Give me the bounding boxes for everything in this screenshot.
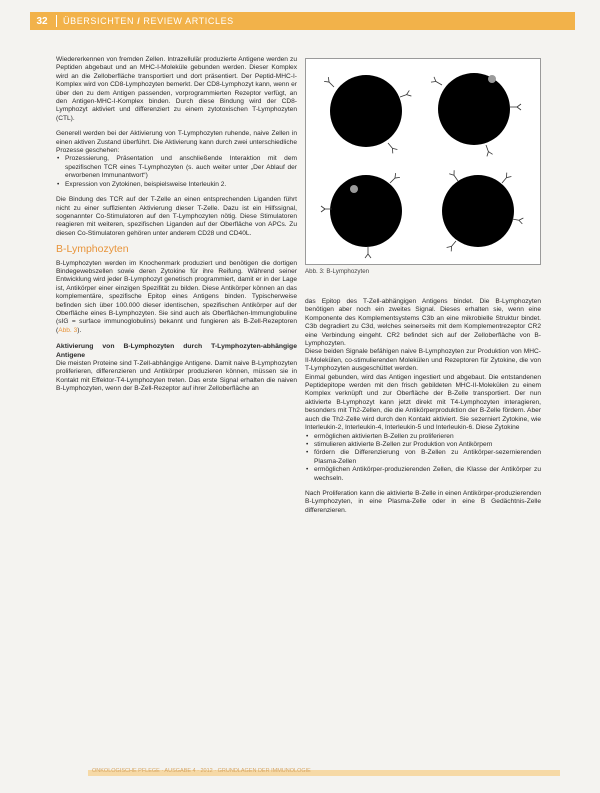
right-paragraph-1: das Epitop des T-Zell-abhängigen Antigens bindet. Die B-Lymphozyten benötigen aber noch ein zweites Signal. Dieses erhalten sie, wenn eine Komponente des Komplementsystems C3b an eine mikrobielle Struktur bindet. C3b degradiert zu C3d, welches seinerseits mit dem Komplementrezeptor CR2 eine Verbindung eingeht. CR2 befindet sich auf der Zelloberfläche von B-Lymphozyten. — [305, 298, 541, 348]
list-item: • ermöglichen aktivierten B-Zellen zu proliferieren — [305, 433, 541, 441]
right-paragraph-3: Einmal gebunden, wird das Antigen ingestiert und abgebaut. Die entstandenen Peptidepitope werden mit den frisch gebildeten MHC-II-Molekülen zu einem Komplex verknüpft und zur Oberfläche der B-Zelle transportiert. Der nun aktivierte B-Lymphozyt kann jetzt direkt mit T4-Lymphozyten interagieren, besonders mit Th2-Zellen, die die Antikörperproduktion der B-Zelle fördern. Aber auch die Th2-Zelle wird durch den Kontakt aktiviert. Sie sezerniert Zytokine, wie Interleukin-2, Interleukin-4, Interleukin-5 und Interleukin-6. Diese Zytokine — [305, 373, 541, 432]
figure-illustration — [306, 59, 540, 264]
left-column — [56, 56, 297, 401]
header-title: ÜBERSICHTEN / REVIEW ARTICLES — [63, 16, 234, 26]
left-paragraph-3: Die Bindung des TCR auf der T-Zelle an einen entsprechenden Liganden führt nicht zu einer suffizienten Aktivierung dieser T-Zelle. Dazu ist ein Hilfssignal, sogenannter Co-Stimulatoren auf den T-Lymphozyten nötig. Diese Stimulatoren reagieren mit weiteren, spezifischen Liganden auf der Oberfläche von APCs. Zu diesen Co-Stimulatoren gehören unter anderem CD28 und CD40L. — [56, 196, 297, 237]
list-item: • Prozessierung, Präsentation und anschließende Interaktion mit dem spezifischen TCR eines T-Lymphozyten (s. auch weiter unter „Der Ablauf der erworbenen Immunantwort“) — [56, 155, 297, 180]
b-cell-4 — [442, 175, 514, 247]
list-item: • Expression von Zytokinen, beispielsweise Interleukin 2. — [56, 181, 297, 189]
subsection-title: Aktivierung von B-Lymphozyten durch T-Lymphozyten-abhängige Antigene — [56, 343, 297, 359]
list-item: • stimulieren aktivierte B-Zellen zur Produktion von Antikörpern — [305, 441, 541, 449]
right-column — [305, 298, 541, 522]
antigen-marker — [488, 75, 496, 83]
b-cell-2 — [438, 73, 510, 145]
figure-b-lymphocytes — [305, 58, 541, 265]
right-paragraph-4: Nach Proliferation kann die aktivierte B-Zelle in einen Antikörper-produzierenden B-Lymphozyten, in eine Plasma-Zelle oder in eine B Gedächtnis-Zelle differenzieren. — [305, 489, 541, 514]
left-paragraph-2: Generell werden bei der Aktivierung von T-Lymphozyten ruhende, naive Zellen in einen aktiven Zustand überführt. Die Aktivierung kann durch zwei unterschiedliche Prozesse geschehen: — [56, 130, 297, 155]
b-cell-1 — [330, 75, 402, 147]
antigen-marker — [350, 185, 358, 193]
left-paragraph-1: Wiedererkennen von fremden Zellen. Intrazellulär produzierte Antigene werden zu Peptiden abgebaut und an MHC-I-Moleküle gebunden werden. Dieser Komplex wird an die Zelloberfläche transportiert und dort präsentiert. Der Peptid-MHC-I-Komplex wird von CD8-Lymphozyten bemerkt. Der CD8-Lymphozyt kann, wenn er über den zu dem Antigen passenden, vorprogrammierten Rezeptor verfügt, an den Antigen-MHC-I-Komplex binden. Durch diese Bindung wird der CD8-Lymphozyt aktiviert und differenziert zu einem zytotoxischen T-Lymphozyten (CTL). — [56, 56, 297, 122]
footer-text: ONKOLOGISCHE PFLEGE · AUSGABE 4 · 2012 · GRUNDLAGEN DER IMMUNOLOGIE — [92, 768, 311, 774]
activation-list — [56, 155, 297, 189]
left-paragraph-5: Die meisten Proteine sind T-Zell-abhängige Antigene. Damit naive B-Lymphozyten proliferieren, differenzieren und Antikörper produzieren können, müssen sie in Kontakt mit Effektor-T4-Lymphozyten treten. Das erste Signal erhalten die naiven B-Lymphozyten, wenn der B-Zell-Rezeptor auf ihrer Zelloberfläche an — [56, 360, 297, 393]
header-title-main: ÜBERSICHTEN — [63, 16, 135, 26]
cytokine-effects-list — [305, 433, 541, 483]
header-title-sub: REVIEW ARTICLES — [143, 16, 234, 26]
figure-caption: Abb. 3: B-Lymphozyten — [305, 268, 370, 275]
p4-text-end: ). — [77, 326, 82, 334]
b-cell-3 — [330, 175, 402, 247]
header-divider — [56, 15, 57, 27]
p4-text: B-Lymphozyten werden im Knochenmark produziert und benötigen die dortigen Bindegewebszellen sowie deren Zytokine für ihre Reifung. Während seiner Entwicklung wird jeder B-Lymphozyt genetisch programmiert, damit er in der Lage ist, Antikörper einer einzigen Spezifität zu bilden. Diese Antikörper können an das komplementäre, spezifische Epitop eines Antigens binden. Typischerweise befinden sich über 100.000 dieser identischen, spezifischen Antikörper auf der Oberfläche eines B-Lymphozyten. Sie sind auch als Oberflächen-Immunglobuline (sIG = surface immunoglobulins) bekannt und fungieren als B-Zell-Rezeptoren ( — [56, 259, 297, 334]
list-item: • ermöglichen Antikörper-produzierenden Zellen, die Klasse der Antikörper zu wechseln. — [305, 466, 541, 483]
left-paragraph-4 — [56, 260, 297, 336]
list-item: • fördern die Differenzierung von B-Zellen zu Antikörper-sezernierenden Plasma-Zellen — [305, 449, 541, 466]
figure-reference-link[interactable]: Abb. 3 — [58, 326, 78, 334]
right-paragraph-2: Diese beiden Signale befähigen naive B-Lymphozyten zur Produktion von MHC-II-Molekülen, co-stimulierenden Molekülen und Rezeptoren für Zytokine, die von T-Lymphozyten ausgeschüttet werden. — [305, 348, 541, 373]
section-title: B-Lymphozyten — [56, 243, 129, 256]
running-header — [30, 12, 575, 30]
page-number: 32 — [36, 15, 48, 27]
